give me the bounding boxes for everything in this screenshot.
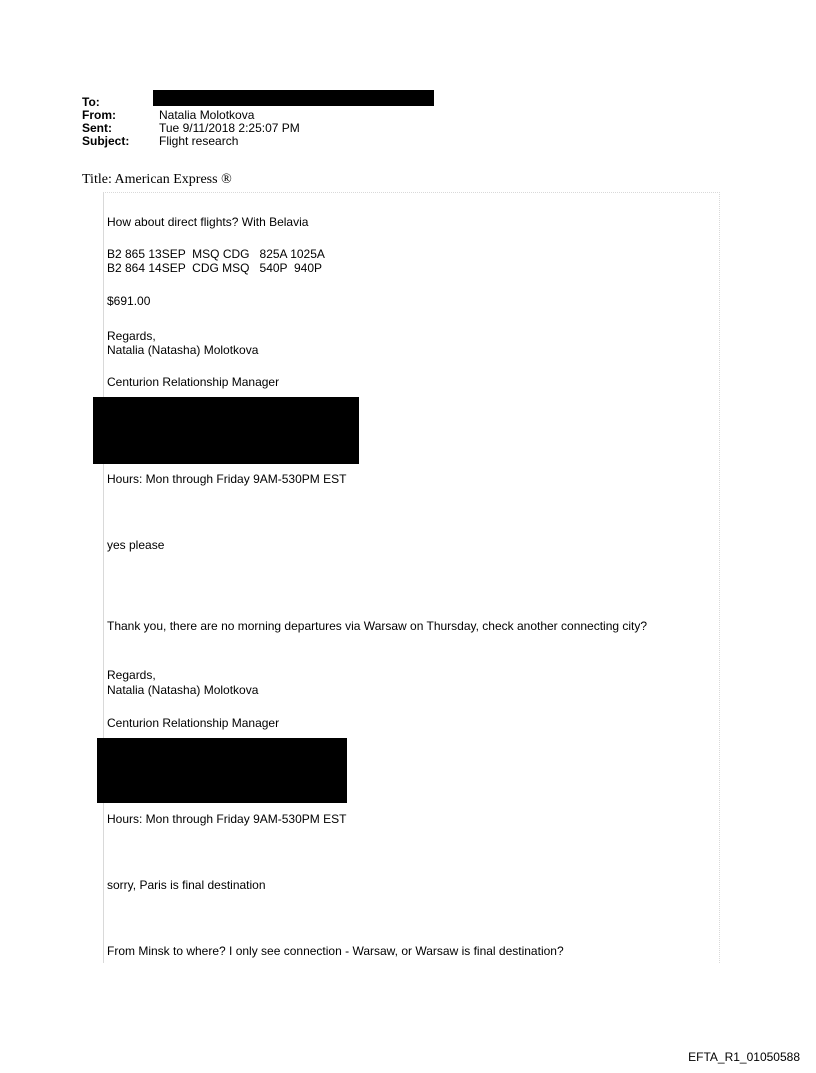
redaction-to-address [153,90,434,106]
hours-1: Hours: Mon through Friday 9AM-530PM EST [107,472,347,486]
reply-1: yes please [107,538,165,552]
msg1-line1: How about direct flights? With Belavia [107,215,309,229]
price: $691.00 [107,294,151,308]
message-body-frame [103,192,720,963]
message-title: Title: American Express ® [82,172,232,187]
hours-2: Hours: Mon through Friday 9AM-530PM EST [107,812,347,826]
redaction-signature-2 [97,738,347,803]
subject-label: Subject: [82,134,130,148]
signature-role-2: Centurion Relationship Manager [107,716,280,730]
msg3: From Minsk to where? I only see connection - Warsaw, or Warsaw is final destination? [107,944,564,958]
sent-label: Sent: [82,121,112,135]
from-value: Natalia Molotkova [159,108,255,122]
reply-2: sorry, Paris is final destination [107,878,266,892]
signature-name-1: Natalia (Natasha) Molotkova [107,343,259,357]
flight-line-2: B2 864 14SEP CDG MSQ 540P 940P [107,261,323,275]
flight-line-1: B2 865 13SEP MSQ CDG 825A 1025A [107,247,325,261]
to-label: To: [82,95,100,109]
document-id: EFTA_R1_01050588 [688,1050,800,1064]
from-label: From: [82,108,116,122]
sent-value: Tue 9/11/2018 2:25:07 PM [159,121,300,135]
regards-1: Regards, [107,329,156,343]
regards-2: Regards, [107,668,156,682]
subject-value: Flight research [159,134,239,148]
signature-name-2: Natalia (Natasha) Molotkova [107,683,259,697]
subject-row [82,135,300,148]
signature-role-1: Centurion Relationship Manager [107,375,280,389]
redaction-signature-1 [93,397,359,464]
msg2: Thank you, there are no morning departures via Warsaw on Thursday, check another connecting city? [107,619,648,633]
